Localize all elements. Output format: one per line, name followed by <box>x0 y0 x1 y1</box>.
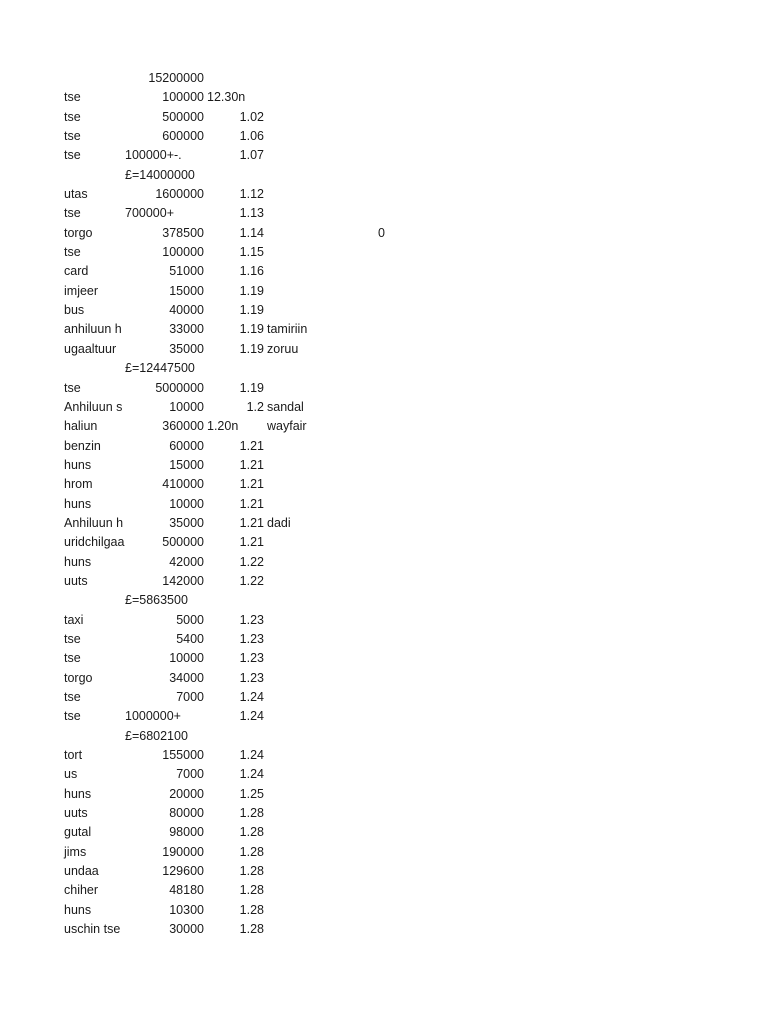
cell-amount: 34000 <box>169 670 204 685</box>
cell-description: tort <box>64 748 83 763</box>
cell-amount: 5000000 <box>155 380 204 395</box>
cell-description: chiher <box>64 883 99 898</box>
cell-date: 1.16 <box>239 264 264 279</box>
cell-date: 1.15 <box>239 245 264 260</box>
cell-amount: 51000 <box>169 264 204 279</box>
cell-description: us <box>64 767 78 782</box>
cell-description: tse <box>64 709 81 724</box>
table-row <box>0 495 768 514</box>
table-row <box>0 88 768 107</box>
cell-amount: 7000 <box>176 690 204 704</box>
table-row <box>0 881 768 900</box>
cell-description: bus <box>64 303 85 318</box>
table-row <box>0 204 768 223</box>
cell-description: tse <box>64 129 81 144</box>
cell-amount: 10000 <box>169 651 204 666</box>
cell-amount: 1600000 <box>155 187 204 202</box>
cell-date: 1.22 <box>239 573 264 588</box>
cell-amount-text: £=14000000 <box>125 167 195 182</box>
cell-description: haliun <box>64 419 98 434</box>
cell-date: 1.02 <box>239 109 264 124</box>
cell-description: tse <box>64 651 81 666</box>
cell-date: 1.23 <box>239 670 264 685</box>
cell-amount-text: £=12447500 <box>125 361 195 376</box>
cell-note: dadi <box>267 515 291 530</box>
cell-date: 1.24 <box>239 690 264 704</box>
cell-amount-text: £=5863500 <box>125 593 188 608</box>
cell-amount-text: 100000+-. <box>125 148 182 163</box>
cell-date: 1.21 <box>239 438 264 453</box>
cell-description: huns <box>64 554 92 569</box>
table-row <box>0 611 768 630</box>
cell-amount: 129600 <box>162 864 204 879</box>
table-row <box>0 572 768 591</box>
table-row <box>0 630 768 649</box>
table-row <box>0 224 768 243</box>
cell-amount: 60000 <box>169 438 204 453</box>
cell-date: 1.14 <box>239 225 264 240</box>
cell-date: 1.21 <box>239 535 264 550</box>
table-row <box>0 746 768 765</box>
cell-amount: 410000 <box>162 477 204 492</box>
cell-date: 1.24 <box>239 709 264 724</box>
cell-amount: 48180 <box>169 883 204 898</box>
table-row <box>0 166 768 185</box>
table-row <box>0 707 768 726</box>
cell-date: 1.07 <box>239 148 264 163</box>
cell-date: 1.24 <box>239 748 264 763</box>
cell-description: Anhiluun h <box>64 515 124 530</box>
cell-date: 1.23 <box>239 612 264 627</box>
table-row <box>0 456 768 475</box>
cell-date-text: 1.20n <box>207 419 239 434</box>
cell-amount: 5000 <box>176 612 204 627</box>
cell-description: imjeer <box>64 283 99 298</box>
cell-date: 1.06 <box>239 129 264 144</box>
table-row <box>0 359 768 378</box>
table-row <box>0 823 768 842</box>
cell-date: 1.19 <box>239 283 264 298</box>
cell-date: 1.2 <box>246 399 264 414</box>
cell-date-text: 12.30n <box>207 90 246 105</box>
table-row <box>0 591 768 610</box>
cell-date: 1.28 <box>239 864 264 879</box>
cell-date: 1.19 <box>239 303 264 318</box>
cell-description: huns <box>64 786 92 801</box>
cell-description: hrom <box>64 477 93 492</box>
cell-amount: 80000 <box>169 806 204 821</box>
cell-amount: 10300 <box>169 902 204 917</box>
cell-date: 1.28 <box>239 806 264 821</box>
cell-amount: 98000 <box>169 825 204 840</box>
cell-amount: 378500 <box>162 225 204 240</box>
cell-amount: 190000 <box>162 844 204 859</box>
cell-amount: 600000 <box>162 129 204 144</box>
cell-date: 1.23 <box>239 631 264 646</box>
table-row <box>0 437 768 456</box>
table-row <box>0 901 768 920</box>
cell-amount: 5400 <box>176 631 204 646</box>
table-row <box>0 282 768 301</box>
table-row <box>0 127 768 146</box>
cell-description: uschin tse <box>64 922 121 937</box>
cell-amount: 7000 <box>176 767 204 782</box>
cell-date: 1.21 <box>239 515 264 530</box>
cell-note: zoruu <box>267 341 299 356</box>
cell-description: uuts <box>64 806 88 821</box>
cell-amount: 100000 <box>162 245 204 260</box>
cell-date: 1.19 <box>239 322 264 337</box>
cell-description: uridchilgaa <box>64 535 125 550</box>
table-row <box>0 533 768 552</box>
table-row <box>0 765 768 784</box>
cell-description: anhiluun h <box>64 322 122 337</box>
table-row <box>0 669 768 688</box>
cell-amount: 15200000 <box>148 71 204 85</box>
cell-amount: 30000 <box>169 922 204 937</box>
cell-amount: 35000 <box>169 515 204 530</box>
cell-date: 1.28 <box>239 844 264 859</box>
cell-amount: 500000 <box>162 109 204 124</box>
table-row <box>0 320 768 339</box>
cell-amount: 40000 <box>169 303 204 318</box>
spreadsheet-page <box>0 69 768 939</box>
cell-description: huns <box>64 496 92 511</box>
cell-amount: 360000 <box>162 419 204 434</box>
cell-amount-text: 1000000+ <box>125 709 181 724</box>
table-row <box>0 475 768 494</box>
cell-date: 1.19 <box>239 341 264 356</box>
cell-date: 1.25 <box>239 786 264 801</box>
cell-amount-text: 700000+ <box>125 206 175 221</box>
cell-description: huns <box>64 902 92 917</box>
table-row <box>0 262 768 281</box>
cell-amount: 10000 <box>169 496 204 511</box>
cell-date: 1.28 <box>239 825 264 840</box>
table-row <box>0 649 768 668</box>
cell-description: taxi <box>64 612 84 627</box>
cell-amount: 20000 <box>169 786 204 801</box>
cell-date: 1.21 <box>239 457 264 472</box>
cell-amount: 33000 <box>169 322 204 337</box>
table-row <box>0 146 768 165</box>
table-row <box>0 301 768 320</box>
cell-description: benzin <box>64 438 101 453</box>
cell-date: 1.28 <box>239 883 264 898</box>
cell-description: ugaaltuur <box>64 341 117 356</box>
cell-description: utas <box>64 187 88 202</box>
cell-date: 1.28 <box>239 902 264 917</box>
cell-amount: 155000 <box>162 748 204 763</box>
table-row <box>0 688 768 707</box>
table-row <box>0 379 768 398</box>
cell-description: undaa <box>64 864 99 879</box>
cell-date: 1.21 <box>239 496 264 511</box>
cell-amount: 35000 <box>169 341 204 356</box>
table-row <box>0 185 768 204</box>
cell-description: huns <box>64 457 92 472</box>
cell-date: 1.19 <box>239 380 264 395</box>
cell-date: 1.28 <box>239 922 264 937</box>
cell-date: 1.21 <box>239 477 264 492</box>
cell-note: sandal <box>267 399 304 414</box>
table-row <box>0 417 768 436</box>
cell-amount: 15000 <box>169 283 204 298</box>
cell-date: 1.12 <box>239 187 264 202</box>
cell-date: 1.13 <box>239 206 264 221</box>
cell-amount-text: £=6802100 <box>125 728 188 743</box>
cell-description: uuts <box>64 573 88 588</box>
cell-date: 1.24 <box>239 767 264 782</box>
table-row <box>0 920 768 939</box>
cell-description: tse <box>64 90 81 105</box>
cell-description: card <box>64 264 89 279</box>
cell-description: torgo <box>64 225 93 240</box>
cell-amount: 42000 <box>169 554 204 569</box>
cell-description: tse <box>64 631 81 646</box>
cell-amount: 500000 <box>162 535 204 550</box>
cell-amount: 142000 <box>162 573 204 588</box>
cell-description: gutal <box>64 825 92 840</box>
cell-description: tse <box>64 690 81 704</box>
table-row <box>0 727 768 746</box>
cell-date: 1.23 <box>239 651 264 666</box>
cell-date: 1.22 <box>239 554 264 569</box>
table-row <box>0 785 768 804</box>
cell-amount: 100000 <box>162 90 204 105</box>
table-row <box>0 553 768 572</box>
table-row <box>0 843 768 862</box>
table-row <box>0 108 768 127</box>
table-row <box>0 514 768 533</box>
cell-description: tse <box>64 109 81 124</box>
cell-note: wayfair <box>267 419 307 434</box>
cell-description: tse <box>64 148 81 163</box>
table-row <box>0 804 768 823</box>
cell-description: Anhiluun s <box>64 399 123 414</box>
cell-note: tamiriin <box>267 322 308 337</box>
table-row <box>0 69 768 88</box>
cell-description: torgo <box>64 670 93 685</box>
table-row <box>0 243 768 262</box>
cell-description: tse <box>64 380 81 395</box>
cell-extra: 0 <box>378 225 385 240</box>
table-row <box>0 862 768 881</box>
table-row <box>0 398 768 417</box>
cell-amount: 10000 <box>169 399 204 414</box>
cell-amount: 15000 <box>169 457 204 472</box>
cell-description: tse <box>64 245 81 260</box>
cell-description: tse <box>64 206 81 221</box>
table-row <box>0 340 768 359</box>
cell-description: jims <box>64 844 87 859</box>
